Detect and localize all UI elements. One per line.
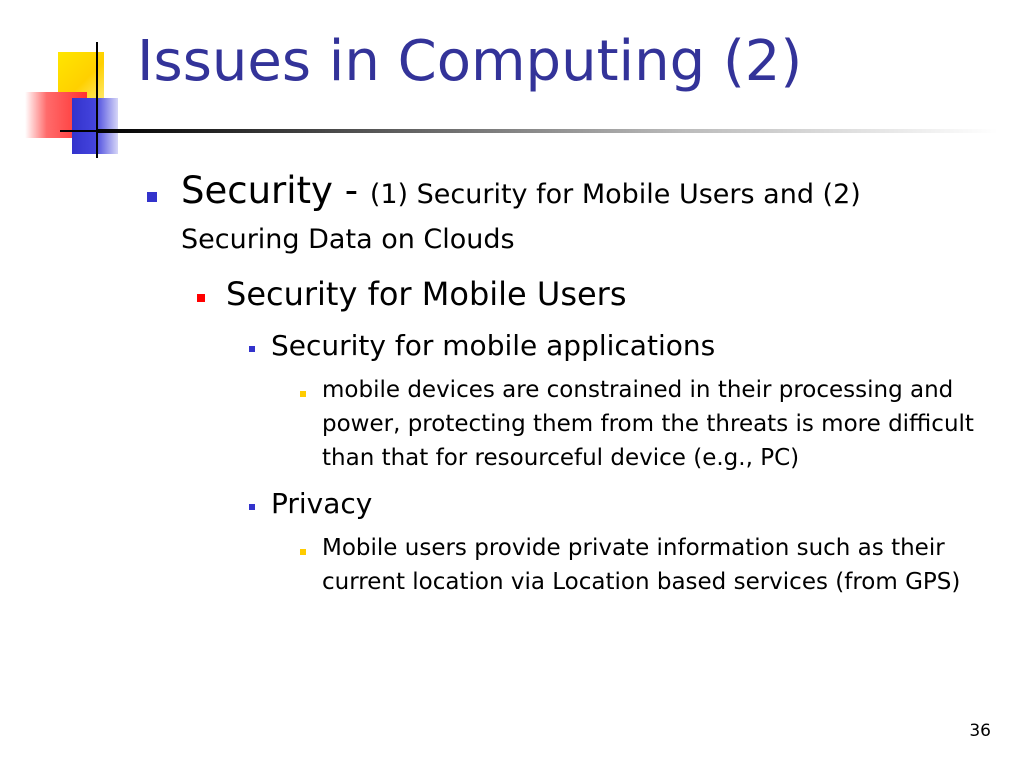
bullet-level1-line1 bbox=[181, 167, 861, 219]
mobile-apps-detail-line2: power, protecting them from the threats is more difficult bbox=[322, 411, 974, 437]
security-heading: Security - bbox=[181, 169, 359, 212]
logo-vertical-line bbox=[96, 42, 98, 158]
mobile-apps-detail-line3: than that for resourceful device (e.g., PC) bbox=[322, 445, 800, 471]
bullet-level4-icon bbox=[300, 391, 306, 397]
page-number: 36 bbox=[969, 721, 991, 741]
privacy-detail-line2: current location via Location based services (from GPS) bbox=[322, 569, 961, 595]
slide-logo-decoration bbox=[0, 0, 150, 160]
slide-title: Issues in Computing (2) bbox=[137, 29, 803, 94]
bullet-level2-label: Security for Mobile Users bbox=[226, 275, 627, 313]
bullet-level4-icon bbox=[300, 549, 306, 555]
bullet-level3-privacy: Privacy bbox=[271, 487, 373, 520]
title-underline bbox=[98, 129, 998, 133]
security-subtitle-line2: Securing Data on Clouds bbox=[181, 224, 515, 255]
security-subtitle-line1: (1) Security for Mobile Users and (2) bbox=[369, 179, 861, 210]
privacy-detail-line1: Mobile users provide private information such as their bbox=[322, 535, 945, 561]
bullet-level3-mobile-apps: Security for mobile applications bbox=[271, 329, 716, 362]
bullet-level2-icon bbox=[197, 294, 205, 302]
mobile-apps-detail-line1: mobile devices are constrained in their processing and bbox=[322, 377, 954, 403]
bullet-level3-icon bbox=[249, 346, 255, 352]
bullet-level1-icon bbox=[147, 192, 157, 202]
bullet-level3-icon bbox=[249, 504, 255, 510]
logo-blue-square bbox=[72, 98, 118, 154]
